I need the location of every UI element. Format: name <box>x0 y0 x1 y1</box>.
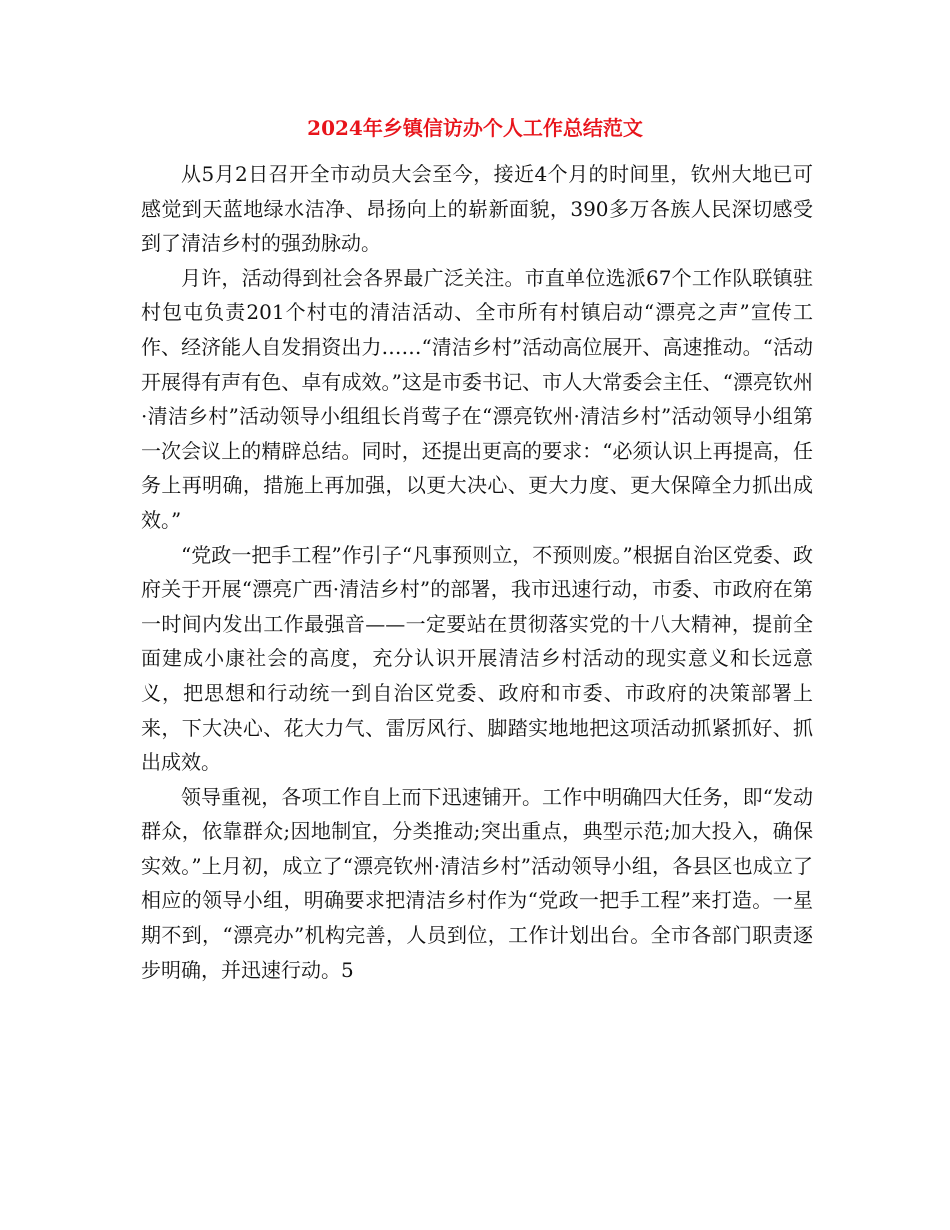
paragraph-2: 月许，活动得到社会各界最广泛关注。市直单位选派67个工作队联镇驻村包屯负责201个村屯的清洁活动、全市所有村镇启动“漂亮之声”宣传工作、经济能人自发捐资出力……“清洁乡村”活动高位展开、高速推动。“活动开展得有声有色、卓有成效。”这是市委书记、市人大常委会主任、“漂亮钦州·清洁乡村”活动领导小组组长肖莺子在“漂亮钦州·清洁乡村”活动领导小组第一次会议上的精辟总结。同时，还提出更高的要求：“必须认识上再提高，任务上再明确，措施上再加强，以更大决心、更大力度、更大保障全力抓出成效。” <box>141 265 813 532</box>
document-title: 2024年乡镇信访办个人工作总结范文 <box>307 116 643 140</box>
paragraph-4: 领导重视，各项工作自上而下迅速铺开。工作中明确四大任务，即“发动群众，依靠群众;因地制宜，分类推动;突出重点，典型示范;加大投入，确保实效。”上月初，成立了“漂亮钦州·清洁乡村”活动领导小组，各县区也成立了相应的领导小组，明确要求把清洁乡村作为“党政一把手工程”来打造。一星期不到，“漂亮办”机构完善，人员到位，工作计划出台。全市各部门职责逐步明确，并迅速行动。5 <box>141 784 813 982</box>
paragraph-1: 从5月2日召开全市动员大会至今，接近4个月的时间里，钦州大地已可感觉到天蓝地绿水洁净、昂扬向上的崭新面貌，390多万各族人民深切感受到了清洁乡村的强劲脉动。 <box>141 162 813 256</box>
paragraph-3: “党政一把手工程”作引子“凡事预则立，不预则废。”根据自治区党委、政府关于开展“漂亮广西·清洁乡村”的部署，我市迅速行动，市委、市政府在第一时间内发出工作最强音——一定要站在贯彻落实党的十八大精神，提前全面建成小康社会的高度，充分认识开展清洁乡村活动的现实意义和长远意义，把思想和行动统一到自治区党委、政府和市委、市政府的决策部署上来，下大决心、花大力气、雷厉风行、脚踏实地地把这项活动抓紧抓好、抓出成效。 <box>141 542 813 775</box>
document-body <box>141 157 813 987</box>
